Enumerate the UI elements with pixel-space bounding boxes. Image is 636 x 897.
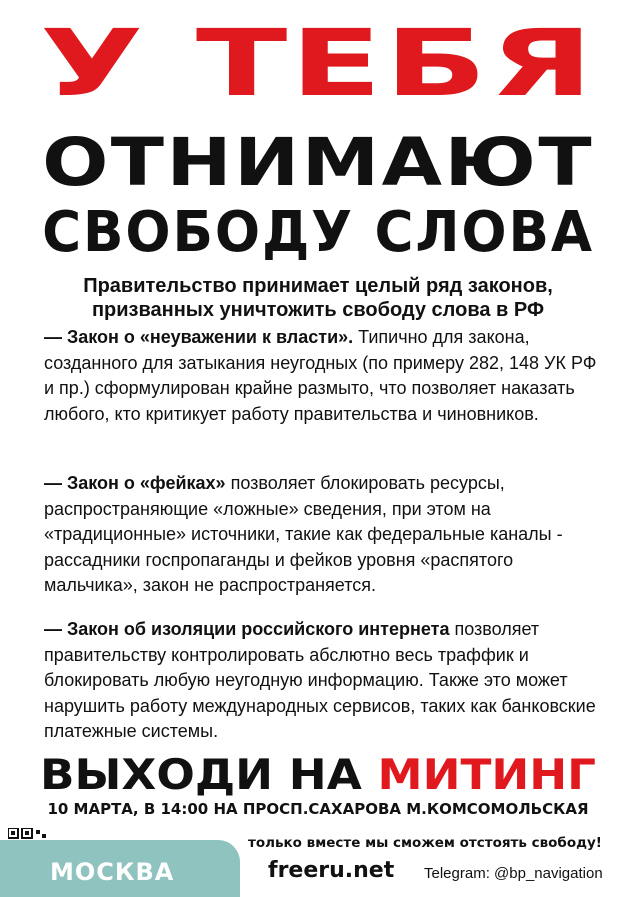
headline-line-1: У ТЕБЯ [40, 10, 596, 117]
call-to-action [0, 752, 636, 798]
cta-part-1: ВЫХОДИ НА [40, 750, 378, 799]
paragraph-lead: — Закон об изоляции российского интернета [44, 619, 450, 639]
paragraph-lead: — Закон о «фейках» [44, 473, 226, 493]
law-paragraph-internet-isolation [44, 617, 604, 745]
website-link[interactable]: freeru.net [268, 858, 395, 883]
paragraph-text: позволяет блокировать ресурсы, распространяющие «ложные» сведения, при этом на «традиционные» источники, такие как федеральные каналы - рассадники госпропаганды и фейков уровня «распятого мальчика», закон не распространяется. [44, 473, 563, 595]
cta-part-2: МИТИНГ [377, 750, 596, 799]
law-paragraph-fakes [44, 471, 604, 599]
paragraph-text: позволяет правительству контролировать абслютно весь траффик и блокировать любую неугодную информацию. Также это может нарушить работу международных сервисов, таких как банковские платежные системы. [44, 619, 596, 741]
law-paragraph-disrespect [44, 325, 604, 427]
subtitle-line-1: Правительство принимает целый ряд законов, [83, 275, 553, 297]
headline-line-3: СВОБОДУ СЛОВА [42, 200, 594, 265]
paragraph-lead: — Закон о «неуважении к власти». [44, 327, 354, 347]
subtitle-line-2: призванных уничтожить свободу слова в РФ [91, 299, 545, 321]
telegram-handle[interactable]: Telegram: @bp_navigation [424, 865, 603, 882]
event-details: 10 МАРТА, В 14:00 НА ПРОСП.САХАРОВА М.КОМСОМОЛЬСКАЯ [47, 800, 589, 818]
city-label: МОСКВА [50, 858, 175, 886]
paragraph-text: Типично для закона, созданного для затыкания неугодных (по примеру 282, 148 УК РФ и пр.) сформулирован крайне размыто, что позволяет наказать любого, кто критикует работу правительства и чиновников. [44, 327, 597, 424]
together-slogan: только вместе мы сможем отстоять свободу! [248, 835, 602, 851]
headline-line-2: ОТНИМАЮТ [42, 124, 594, 201]
